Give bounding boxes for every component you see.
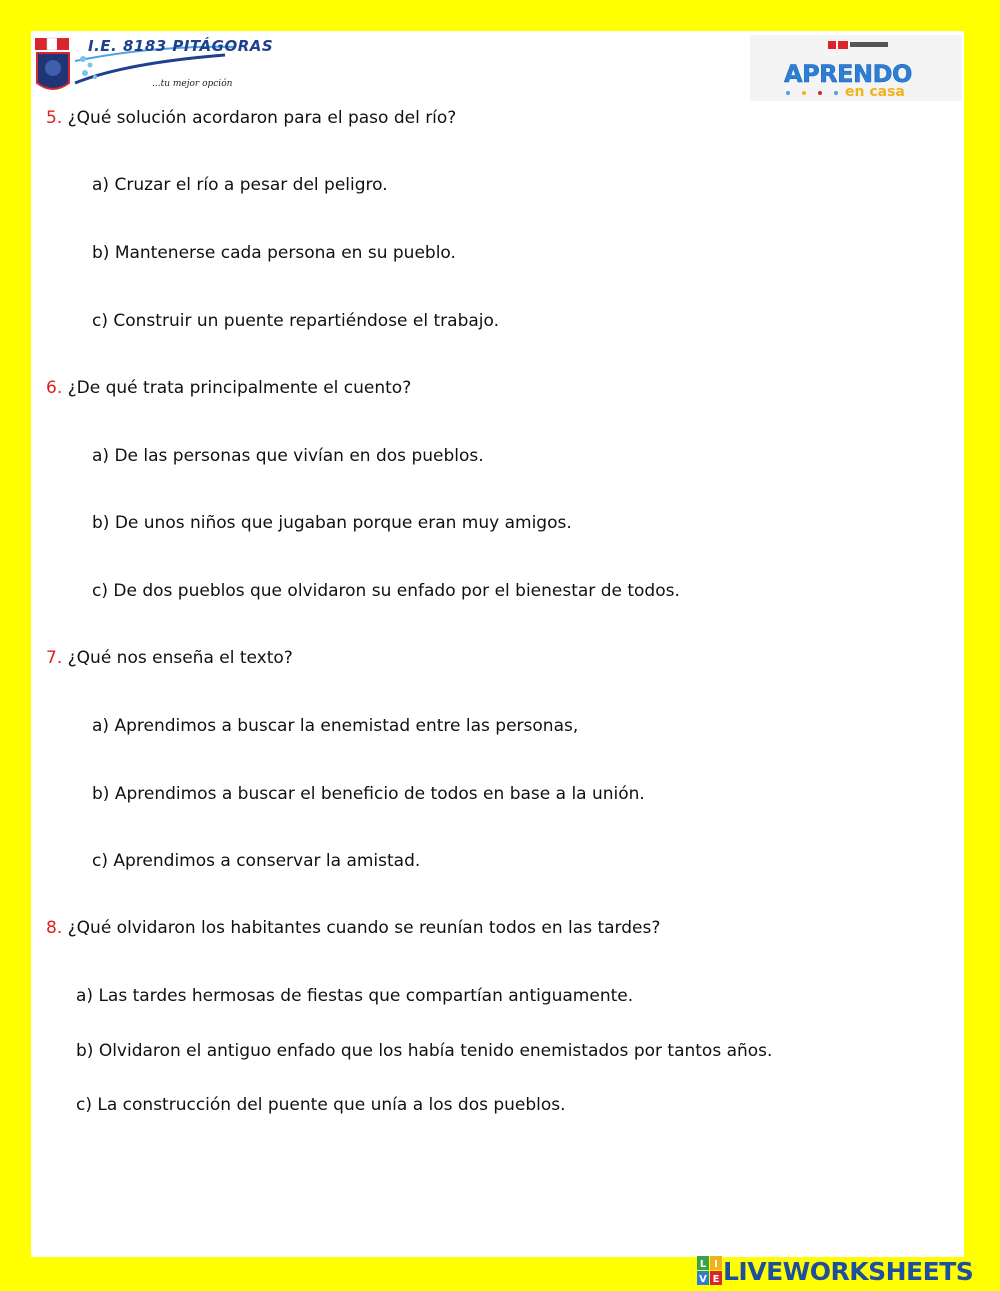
brand-letter-e: E (712, 1274, 720, 1285)
brand-letter-v: V (699, 1274, 707, 1285)
option-6b[interactable]: b) De unos niños que jugaban porque eran muy amigos. (92, 513, 572, 533)
aprendo-subtitle: en casa (845, 84, 905, 100)
option-8c[interactable]: c) La construcción del puente que unía a los dos pueblos. (76, 1095, 566, 1115)
option-5a[interactable]: a) Cruzar el río a pesar del peligro. (92, 175, 388, 195)
option-6c[interactable]: c) De dos pueblos que olvidaron su enfado por el bienestar de todos. (92, 581, 680, 601)
school-slogan: ...tu mejor opción (152, 79, 233, 89)
option-8a[interactable]: a) Las tardes hermosas de fiestas que compartían antiguamente. (76, 986, 634, 1006)
option-7b[interactable]: b) Aprendimos a buscar el beneficio de todos en base a la unión. (92, 784, 645, 804)
school-name: I.E. 8183 PITÁGORAS (88, 37, 274, 55)
question-number: 6. (46, 378, 63, 398)
question-number: 7. (46, 648, 63, 668)
question-number: 5. (46, 108, 63, 128)
liveworksheets-brand: LIVEWORKSHEETS (723, 1256, 974, 1286)
question-text: ¿Qué olvidaron los habitantes cuando se reunían todos en las tardes? (67, 918, 661, 938)
worksheet-page (31, 31, 964, 1257)
liveworksheets-logo[interactable] (697, 1254, 973, 1288)
option-5c[interactable]: c) Construir un puente repartiéndose el trabajo. (92, 311, 500, 331)
option-6a[interactable]: a) De las personas que vivían en dos pueblos. (92, 446, 484, 466)
option-7c[interactable]: c) Aprendimos a conservar la amistad. (92, 851, 421, 871)
liveworksheets-icon (697, 1256, 723, 1286)
aprendo-title: APRENDO (784, 60, 912, 88)
option-7a[interactable]: a) Aprendimos a buscar la enemistad entre las personas, (92, 716, 579, 736)
option-8b[interactable]: b) Olvidaron el antiguo enfado que los había tenido enemistados por tantos años. (76, 1041, 773, 1061)
question-7 (46, 648, 293, 668)
question-text: ¿Qué nos enseña el texto? (67, 648, 293, 668)
question-text: ¿De qué trata principalmente el cuento? (67, 378, 412, 398)
question-text: ¿Qué solución acordaron para el paso del río? (67, 108, 457, 128)
option-5b[interactable]: b) Mantenerse cada persona en su pueblo. (92, 243, 456, 263)
question-number: 8. (46, 918, 63, 938)
brand-letter-i: I (714, 1259, 718, 1270)
brand-letter-l: L (699, 1259, 707, 1270)
question-8 (46, 918, 660, 938)
question-5 (46, 108, 456, 128)
question-6 (46, 378, 411, 398)
